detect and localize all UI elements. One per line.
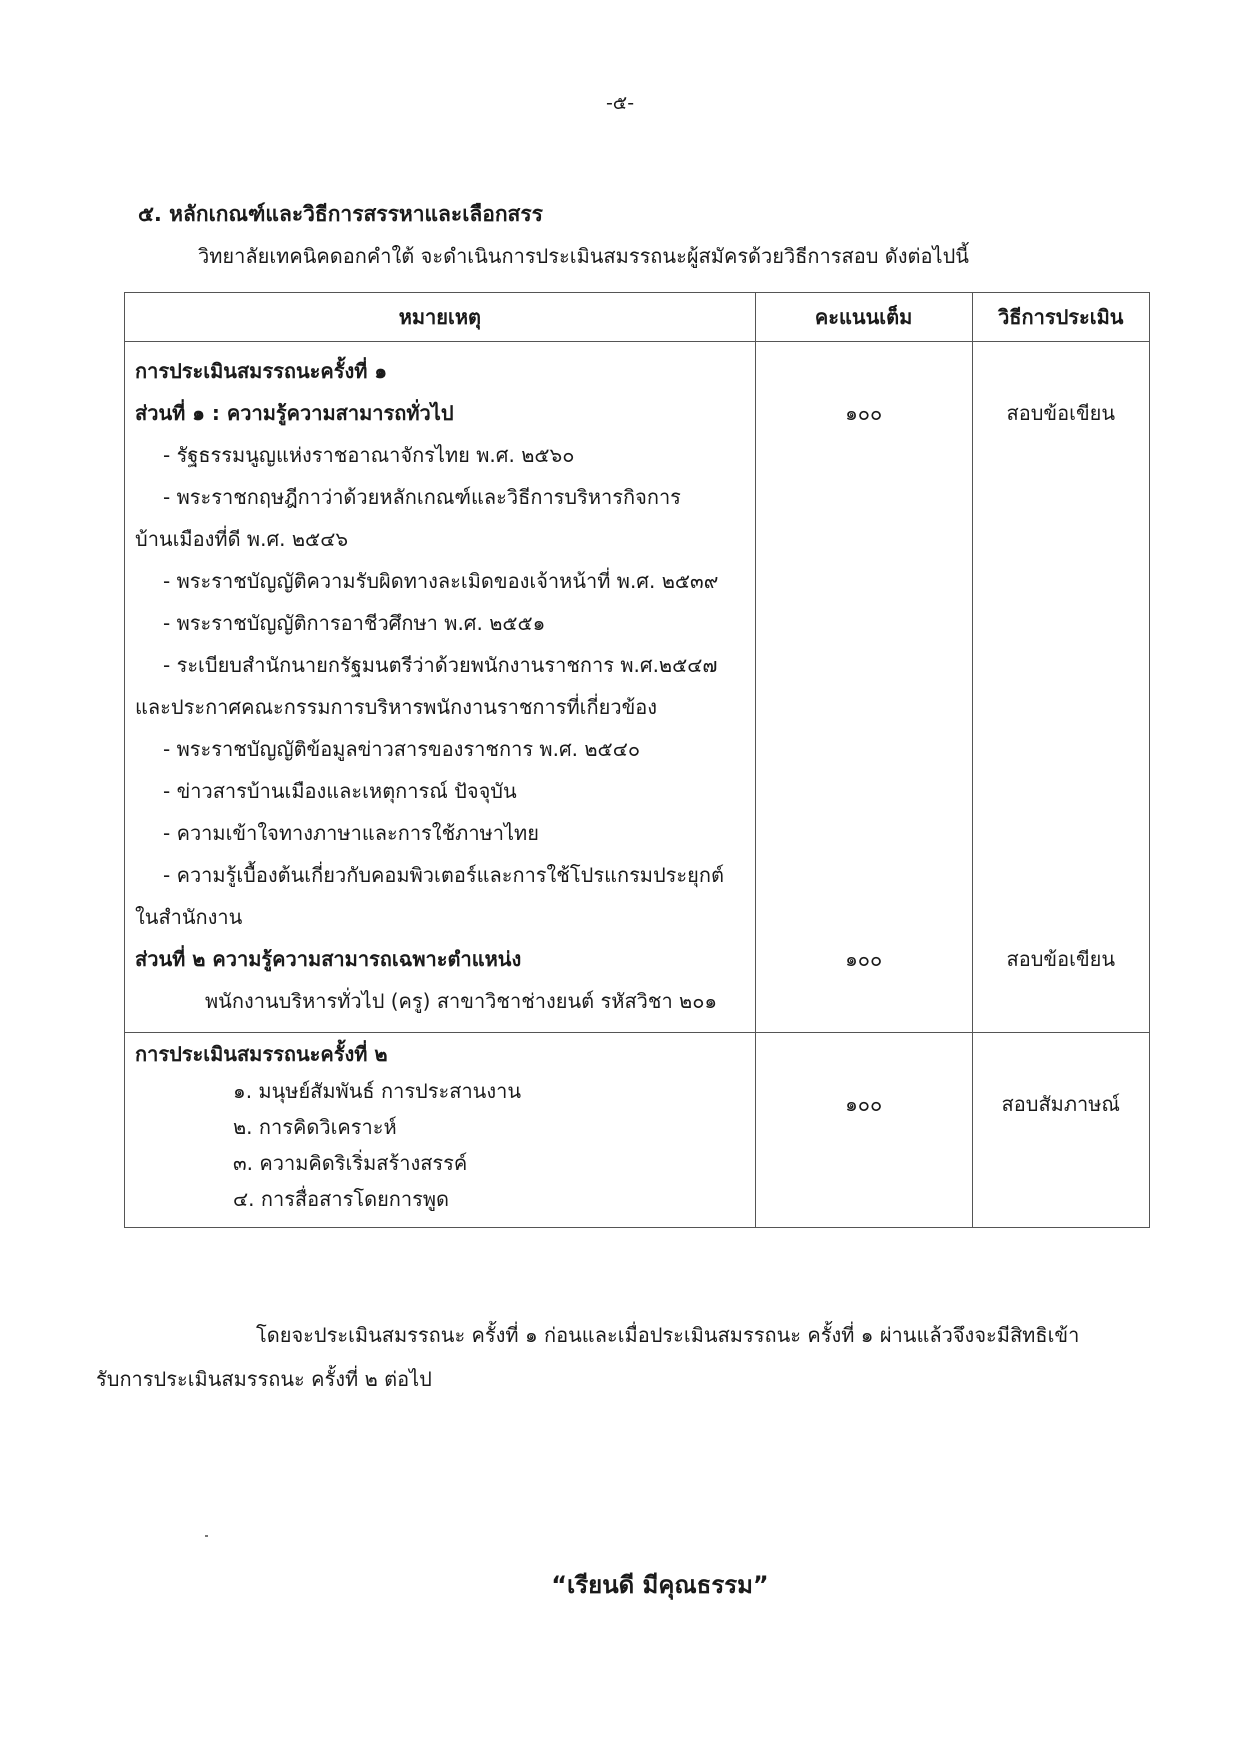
round2-item: ๑. มนุษย์สัมพันธ์ การประสานงาน bbox=[233, 1079, 522, 1103]
part1-item: - ข่าวสารบ้านเมืองและเหตุการณ์ ปัจจุบัน bbox=[163, 779, 517, 803]
round1-method-cell bbox=[972, 342, 1149, 1033]
round2-description bbox=[125, 1033, 756, 1228]
part1-item: - พระราชบัญญัติการอาชีวศึกษา พ.ศ. ๒๕๕๑ bbox=[163, 611, 546, 635]
round2-method-cell bbox=[972, 1033, 1149, 1228]
round2-method: สอบสัมภาษณ์ bbox=[1001, 1092, 1120, 1116]
evaluation-table bbox=[124, 292, 1150, 1228]
part1-item-continuation: และประกาศคณะกรรมการบริหารพนักงานราชการที่เกี่ยวข้อง bbox=[135, 695, 658, 719]
part1-item: - พระราชบัญญัติความรับผิดทางละเมิดของเจ้าหน้าที่ พ.ศ. ๒๕๓๙ bbox=[163, 569, 719, 593]
part1-score: ๑๐๐ bbox=[845, 401, 883, 425]
part1-item-continuation: บ้านเมืองที่ดี พ.ศ. ๒๕๔๖ bbox=[135, 527, 349, 551]
section-heading: ๕. หลักเกณฑ์และวิธีการสรรหาและเลือกสรร bbox=[138, 202, 543, 226]
header-method: วิธีการประเมิน bbox=[972, 293, 1149, 342]
table-row-round1 bbox=[125, 342, 1150, 1033]
header-description: หมายเหตุ bbox=[125, 293, 756, 342]
table-header-row bbox=[125, 293, 1150, 342]
part1-item: - ความรู้เบื้องต้นเกี่ยวกับคอมพิวเตอร์และการใช้โปรแกรมประยุกต์ bbox=[163, 863, 724, 887]
round1-score-cell bbox=[755, 342, 972, 1033]
round2-title: การประเมินสมรรถนะครั้งที่ ๒ bbox=[135, 1042, 388, 1066]
part2-method: สอบข้อเขียน bbox=[1006, 947, 1116, 971]
round1-description bbox=[125, 342, 756, 1033]
round2-score: ๑๐๐ bbox=[845, 1092, 883, 1116]
table-row-round2 bbox=[125, 1033, 1150, 1228]
part1-item: - ความเข้าใจทางภาษาและการใช้ภาษาไทย bbox=[163, 821, 539, 845]
part1-item: - รัฐธรรมนูญแห่งราชอาณาจักรไทย พ.ศ. ๒๕๖๐ bbox=[163, 443, 575, 467]
scan-speck bbox=[205, 1535, 208, 1537]
part1-item: - พระราชกฤษฎีกาว่าด้วยหลักเกณฑ์และวิธีการบริหารกิจการ bbox=[163, 485, 681, 509]
part2-title: ส่วนที่ ๒ ความรู้ความสามารถเฉพาะตำแหน่ง bbox=[135, 947, 522, 971]
part2-position: พนักงานบริหารทั่วไป (ครู) สาขาวิชาช่างยนต์ รหัสวิชา ๒๐๑ bbox=[205, 989, 718, 1013]
part1-method: สอบข้อเขียน bbox=[1006, 401, 1116, 425]
closing-line-1: โดยจะประเมินสมรรถนะ ครั้งที่ ๑ ก่อนและเมื่อประเมินสมรรถนะ ครั้งที่ ๑ ผ่านแล้วจึงจะมีสิทธิเข้า bbox=[256, 1323, 1080, 1347]
round2-item: ๔. การสื่อสารโดยการพูด bbox=[233, 1187, 450, 1211]
part1-item: - พระราชบัญญัติข้อมูลข่าวสารของราชการ พ.ศ. ๒๕๔๐ bbox=[163, 737, 641, 761]
closing-line-2: รับการประเมินสมรรถนะ ครั้งที่ ๒ ต่อไป bbox=[96, 1367, 432, 1391]
part1-title: ส่วนที่ ๑ : ความรู้ความสามารถทั่วไป bbox=[135, 401, 454, 425]
page-number: -๕- bbox=[605, 92, 635, 114]
part2-score: ๑๐๐ bbox=[845, 947, 883, 971]
round1-title: การประเมินสมรรถนะครั้งที่ ๑ bbox=[135, 359, 388, 383]
part1-item: - ระเบียบสำนักนายกรัฐมนตรีว่าด้วยพนักงานราชการ พ.ศ.๒๕๔๗ bbox=[163, 653, 718, 677]
intro-paragraph: วิทยาลัยเทคนิคดอกคำใต้ จะดำเนินการประเมินสมรรถนะผู้สมัครด้วยวิธีการสอบ ดังต่อไปนี้ bbox=[198, 244, 969, 268]
motto: “เรียนดี มีคุณธรรม” bbox=[551, 1571, 769, 1599]
closing-paragraph bbox=[96, 1313, 1136, 1401]
part1-item-continuation: ในสำนักงาน bbox=[135, 905, 243, 929]
round2-item: ๒. การคิดวิเคราะห์ bbox=[233, 1115, 397, 1139]
round2-score-cell bbox=[755, 1033, 972, 1228]
round2-item: ๓. ความคิดริเริ่มสร้างสรรค์ bbox=[233, 1151, 468, 1175]
header-full-score: คะแนนเต็ม bbox=[755, 293, 972, 342]
